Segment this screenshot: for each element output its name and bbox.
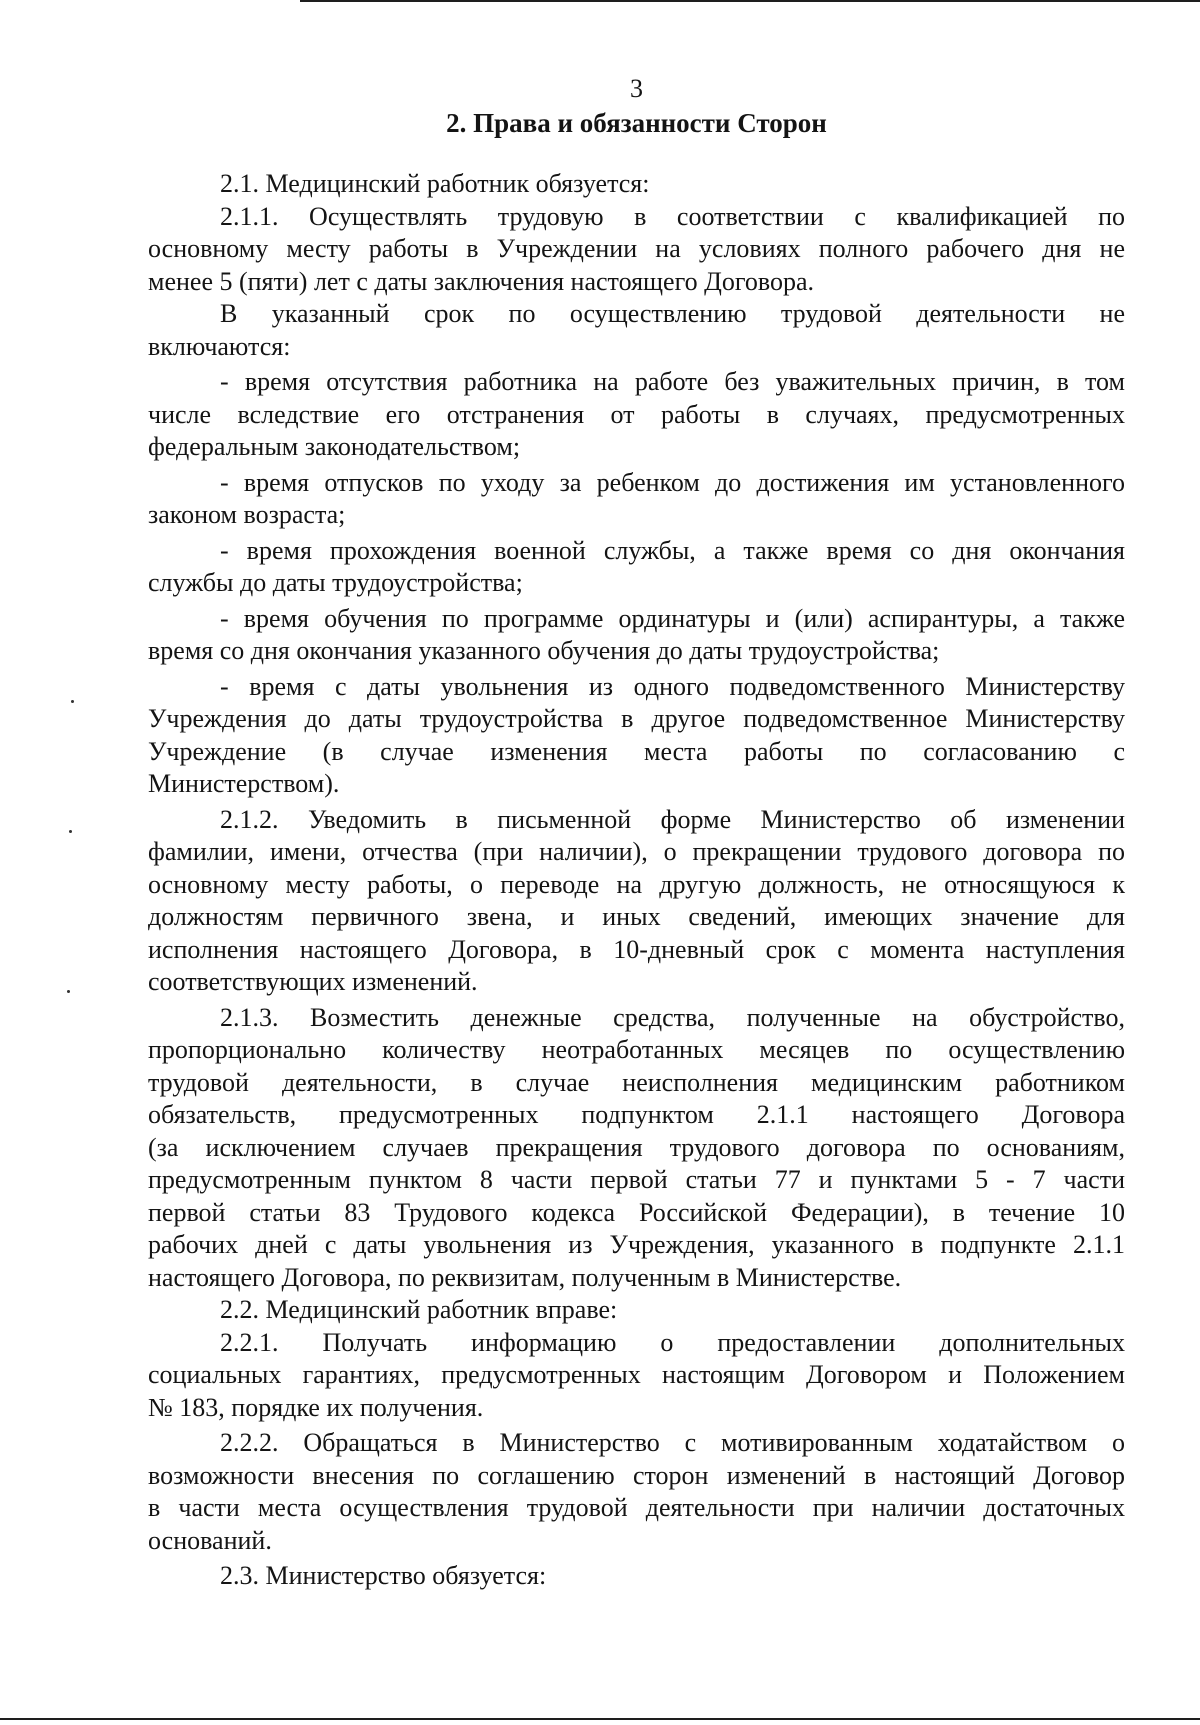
text-line: первой статьи 83 Трудового кодекса Российской Федерации), в течение 10 (148, 1197, 1125, 1227)
text-line: федеральным законодательством; (148, 432, 521, 461)
text-line: 2.3. Министерство обязуется: (220, 1561, 547, 1590)
bottom-scan-edge (0, 1718, 1200, 1720)
text-line: трудовой деятельности, в случае неисполнения медицинским работником (148, 1067, 1125, 1097)
top-scan-edge (300, 0, 1200, 2)
scan-speck (67, 990, 70, 993)
text-line: В указанный срок по осуществлению трудовой деятельности не (220, 299, 1125, 328)
text-line: - время отсутствия работника на работе без уважительных причин, в том (220, 367, 1125, 396)
text-line: Учреждения до даты трудоустройства в другое подведомственное Министерству (148, 704, 1125, 733)
text-line: включаются: (148, 331, 291, 361)
text-line: предусмотренным пунктом 8 части первой статьи 77 и пунктами 5 - 7 части (148, 1165, 1125, 1194)
text-line: Учреждение (в случае изменения места работы по согласованию с (148, 736, 1125, 766)
text-line: исполнения настоящего Договора, в 10-дневный срок с момента наступления (148, 934, 1125, 964)
text-line: время со дня окончания указанного обучения до даты трудоустройства; (148, 636, 940, 665)
text-line: № 183, порядке их получения. (148, 1392, 484, 1422)
text-line: возможности внесения по соглашению сторон изменений в настоящий Договор (148, 1460, 1125, 1490)
text-line: Министерством). (148, 769, 340, 798)
text-line: - время отпусков по уходу за ребенком до достижения им установленного (220, 467, 1125, 497)
text-line: соответствующих изменений. (148, 967, 478, 996)
text-line: - время прохождения военной службы, а также время со дня окончания (220, 535, 1125, 565)
text-line: - время обучения по программе ординатуры и (или) аспирантуры, а также (220, 603, 1125, 633)
text-line: - время с даты увольнения из одного подведомственного Министерству (220, 671, 1125, 701)
scan-speck (69, 830, 72, 833)
text-line: оснований. (148, 1525, 272, 1555)
text-line: (за исключением случаев прекращения трудового договора по основаниям, (148, 1132, 1125, 1162)
text-line: числе вследствие его отстранения от работы в случаях, предусмотренных (148, 399, 1125, 429)
text-line: законом возраста; (148, 500, 346, 529)
text-line: в части места осуществления трудовой деятельности при наличии достаточных (148, 1493, 1125, 1522)
scan-speck (71, 700, 74, 703)
text-line: должностям первичного звена, и иных сведений, имеющих значение для (148, 902, 1125, 931)
text-line: 2.2.1. Получать информацию о предоставлении дополнительных (220, 1327, 1125, 1357)
text-line: 2.2. Медицинский работник вправе: (220, 1295, 618, 1324)
text-line: фамилии, имени, отчества (при наличии), о прекращении трудового договора по (148, 837, 1125, 866)
text-line: рабочих дней с даты увольнения из Учреждения, указанного в подпункте 2.1.1 (148, 1230, 1125, 1259)
text-line: настоящего Договора, по реквизитам, полученным в Министерстве. (148, 1262, 902, 1292)
text-line: менее 5 (пяти) лет с даты заключения настоящего Договора. (148, 266, 814, 296)
text-line: социальных гарантиях, предусмотренных настоящим Договором и Положением (148, 1360, 1125, 1389)
section-title: 2. Права и обязанности Сторон (446, 108, 827, 138)
text-line: 2.1.3. Возместить денежные средства, полученные на обустройство, (220, 1002, 1125, 1032)
document-body (148, 168, 1125, 1593)
text-line: 2.2.2. Обращаться в Министерство с мотивированным ходатайством о (220, 1428, 1125, 1457)
text-line: службы до даты трудоустройства; (148, 568, 523, 597)
text-line: 2.1.1. Осуществлять трудовую в соответствии с квалификацией по (220, 201, 1125, 231)
text-line: обязательств, предусмотренных подпунктом 2.1.1 настоящего Договора (148, 1100, 1125, 1129)
page-number: 3 (630, 74, 643, 103)
text-line: пропорционально количеству неотработанных месяцев по осуществлению (148, 1035, 1125, 1064)
text-line: основному месту работы в Учреждении на условиях полного рабочего дня не (148, 234, 1125, 263)
text-line: 2.1. Медицинский работник обязуется: (220, 169, 650, 198)
text-line: основному месту работы, о переводе на другую должность, не относящуюся к (148, 869, 1125, 899)
document-page (148, 72, 1125, 1593)
text-line: 2.1.2. Уведомить в письменной форме Министерство об изменении (220, 804, 1125, 834)
